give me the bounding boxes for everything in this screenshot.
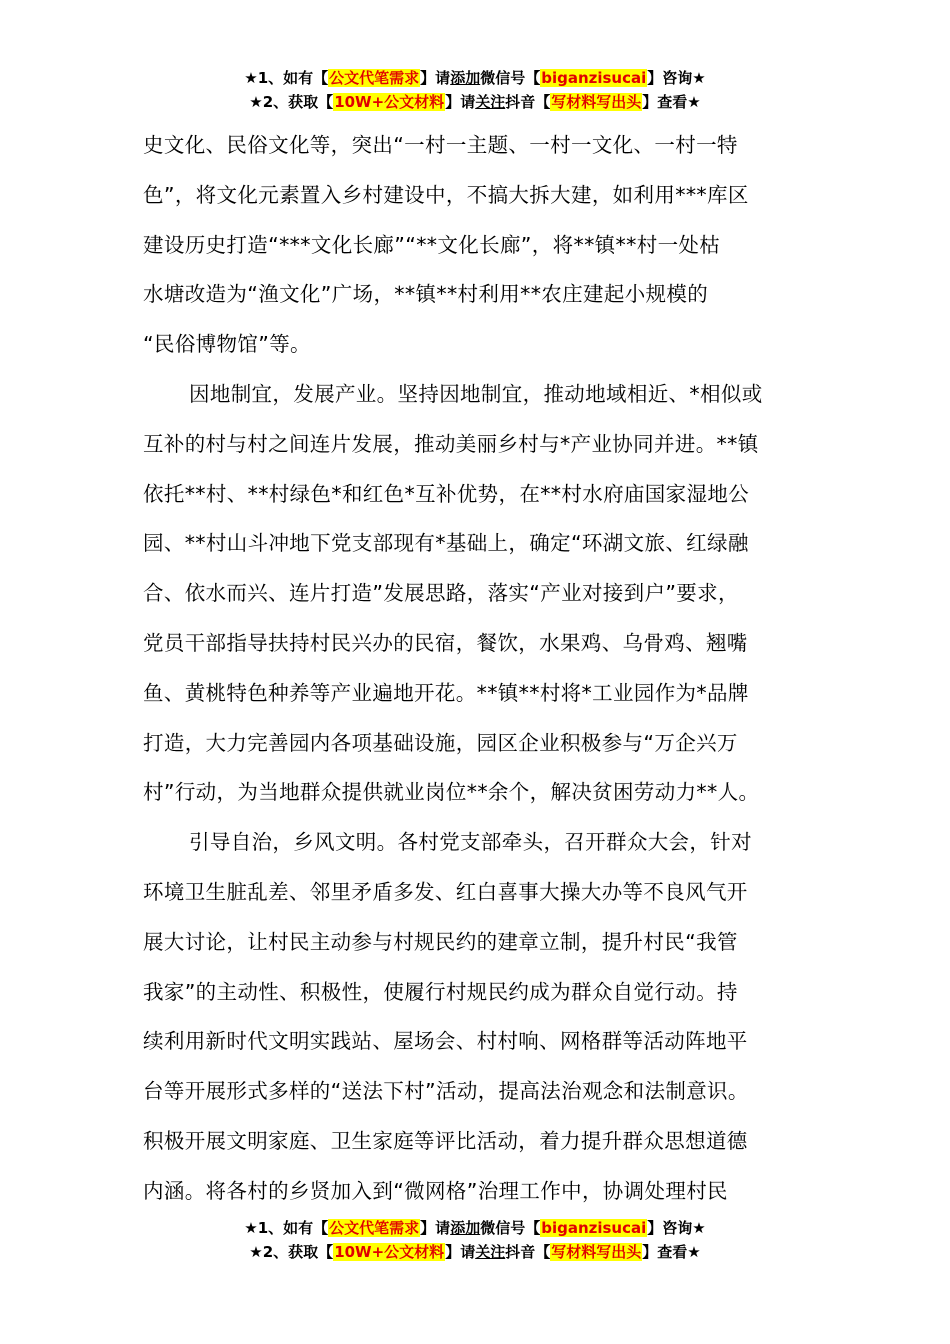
banner-text: 】请: [420, 1219, 451, 1237]
banner-text: 】请: [445, 93, 476, 111]
banner-underlined-text: 添加: [450, 69, 481, 87]
body-line: 鱼、黄桃特色种养等产业遍地开花。**镇**村将*工业园作为*品牌: [143, 680, 749, 705]
body-line: 水塘改造为“渔文化”广场，**镇**村利用**农庄建起小规模的: [143, 282, 709, 307]
banner-text: 】请: [420, 69, 451, 87]
banner-line-2: [0, 90, 950, 114]
banner-text: 抖音【: [505, 93, 551, 111]
banner-highlight: 10W+公文材料: [334, 1243, 445, 1261]
body-line: 积极开展文明家庭、卫生家庭等评比活动，着力提升群众思想道德: [143, 1128, 748, 1153]
body-line: 园、**村山斗冲地下党支部现有*基础上，确定“环湖文旅、红绿融: [143, 531, 749, 556]
banner-text: 】请: [445, 1243, 476, 1261]
body-line: 我家”的主动性、积极性，使履行村规民约成为群众自觉行动。持: [143, 979, 738, 1004]
body-line: 合、依水而兴、连片打造”发展思路，落实“产业对接到户”要求，: [143, 581, 739, 606]
header-banner: [0, 66, 950, 114]
body-line: 色”，将文化元素置入乡村建设中，不搞大拆大建，如利用***库区: [143, 182, 749, 207]
body-line: 党员干部指导扶持村民兴办的民宿，餐饮，水果鸡、乌骨鸡、翘嘴: [143, 630, 748, 655]
banner-text: ★2、获取【: [249, 93, 334, 111]
banner-highlight: biganzisucai: [541, 69, 647, 87]
banner-line-1: [0, 1216, 950, 1240]
banner-text: 】咨询★: [647, 1219, 706, 1237]
body-line: 内涵。将各村的乡贤加入到“微网格”治理工作中，协调处理村民: [143, 1178, 728, 1203]
banner-text: 】咨询★: [647, 69, 706, 87]
body-line: 续利用新时代文明实践站、屋场会、村村响、网格群等活动阵地平: [143, 1029, 748, 1054]
body-line: 互补的村与村之间连片发展，推动美丽乡村与*产业协同并进。**镇: [143, 431, 759, 456]
body-line: 打造，大力完善园内各项基础设施，园区企业积极参与“万企兴万: [143, 730, 738, 755]
body-line: 史文化、民俗文化等，突出“一村一主题、一村一文化、一村一特: [143, 133, 738, 157]
banner-text: 】查看★: [642, 1243, 701, 1261]
banner-highlight: 10W+公文材料: [334, 93, 445, 111]
banner-text: 抖音【: [505, 1243, 551, 1261]
banner-highlight: biganzisucai: [541, 1219, 647, 1237]
body-line: 依托**村、**村绿色*和红色*互补优势，在**村水府庙国家湿地公: [143, 481, 750, 506]
paragraph-heading-line: 因地制宜，发展产业。坚持因地制宜，推动地域相近、*相似或: [189, 381, 763, 406]
banner-highlight: 写材料写出头: [551, 1243, 642, 1261]
footer-banner: [0, 1216, 950, 1264]
document-body: [143, 121, 829, 1217]
banner-text: ★2、获取【: [249, 1243, 334, 1261]
body-line: 台等开展形式多样的“送法下村”活动，提高法治观念和法制意识。: [143, 1079, 749, 1104]
banner-underlined-text: 关注: [475, 93, 506, 111]
banner-highlight: 写材料写出头: [551, 93, 642, 111]
banner-highlight: 公文代笔需求: [329, 69, 420, 87]
banner-underlined-text: 关注: [475, 1243, 506, 1261]
banner-text: ★1、如有【: [244, 69, 329, 87]
banner-line-2: [0, 1240, 950, 1264]
banner-text: 微信号【: [480, 1219, 541, 1237]
paragraph-heading-line: 引导自治，乡风文明。各村党支部牵头，召开群众大会，针对: [189, 830, 752, 855]
body-line: 村”行动，为当地群众提供就业岗位**余个，解决贫困劳动力**人。: [143, 780, 760, 805]
banner-highlight: 公文代笔需求: [329, 1219, 420, 1237]
banner-underlined-text: 添加: [450, 1219, 481, 1237]
banner-line-1: [0, 66, 950, 90]
banner-text: 】查看★: [642, 93, 701, 111]
banner-text: ★1、如有【: [244, 1219, 329, 1237]
body-line: 展大讨论，让村民主动参与村规民约的建章立制，提升村民“我管: [143, 929, 738, 954]
body-line: 环境卫生脏乱差、邻里矛盾多发、红白喜事大操大办等不良风气开: [143, 879, 748, 904]
banner-text: 微信号【: [480, 69, 541, 87]
body-line: 建设历史打造“***文化长廊”“**文化长廊”，将**镇**村一处枯: [143, 232, 721, 257]
body-line: “民俗博物馆”等。: [143, 332, 311, 357]
